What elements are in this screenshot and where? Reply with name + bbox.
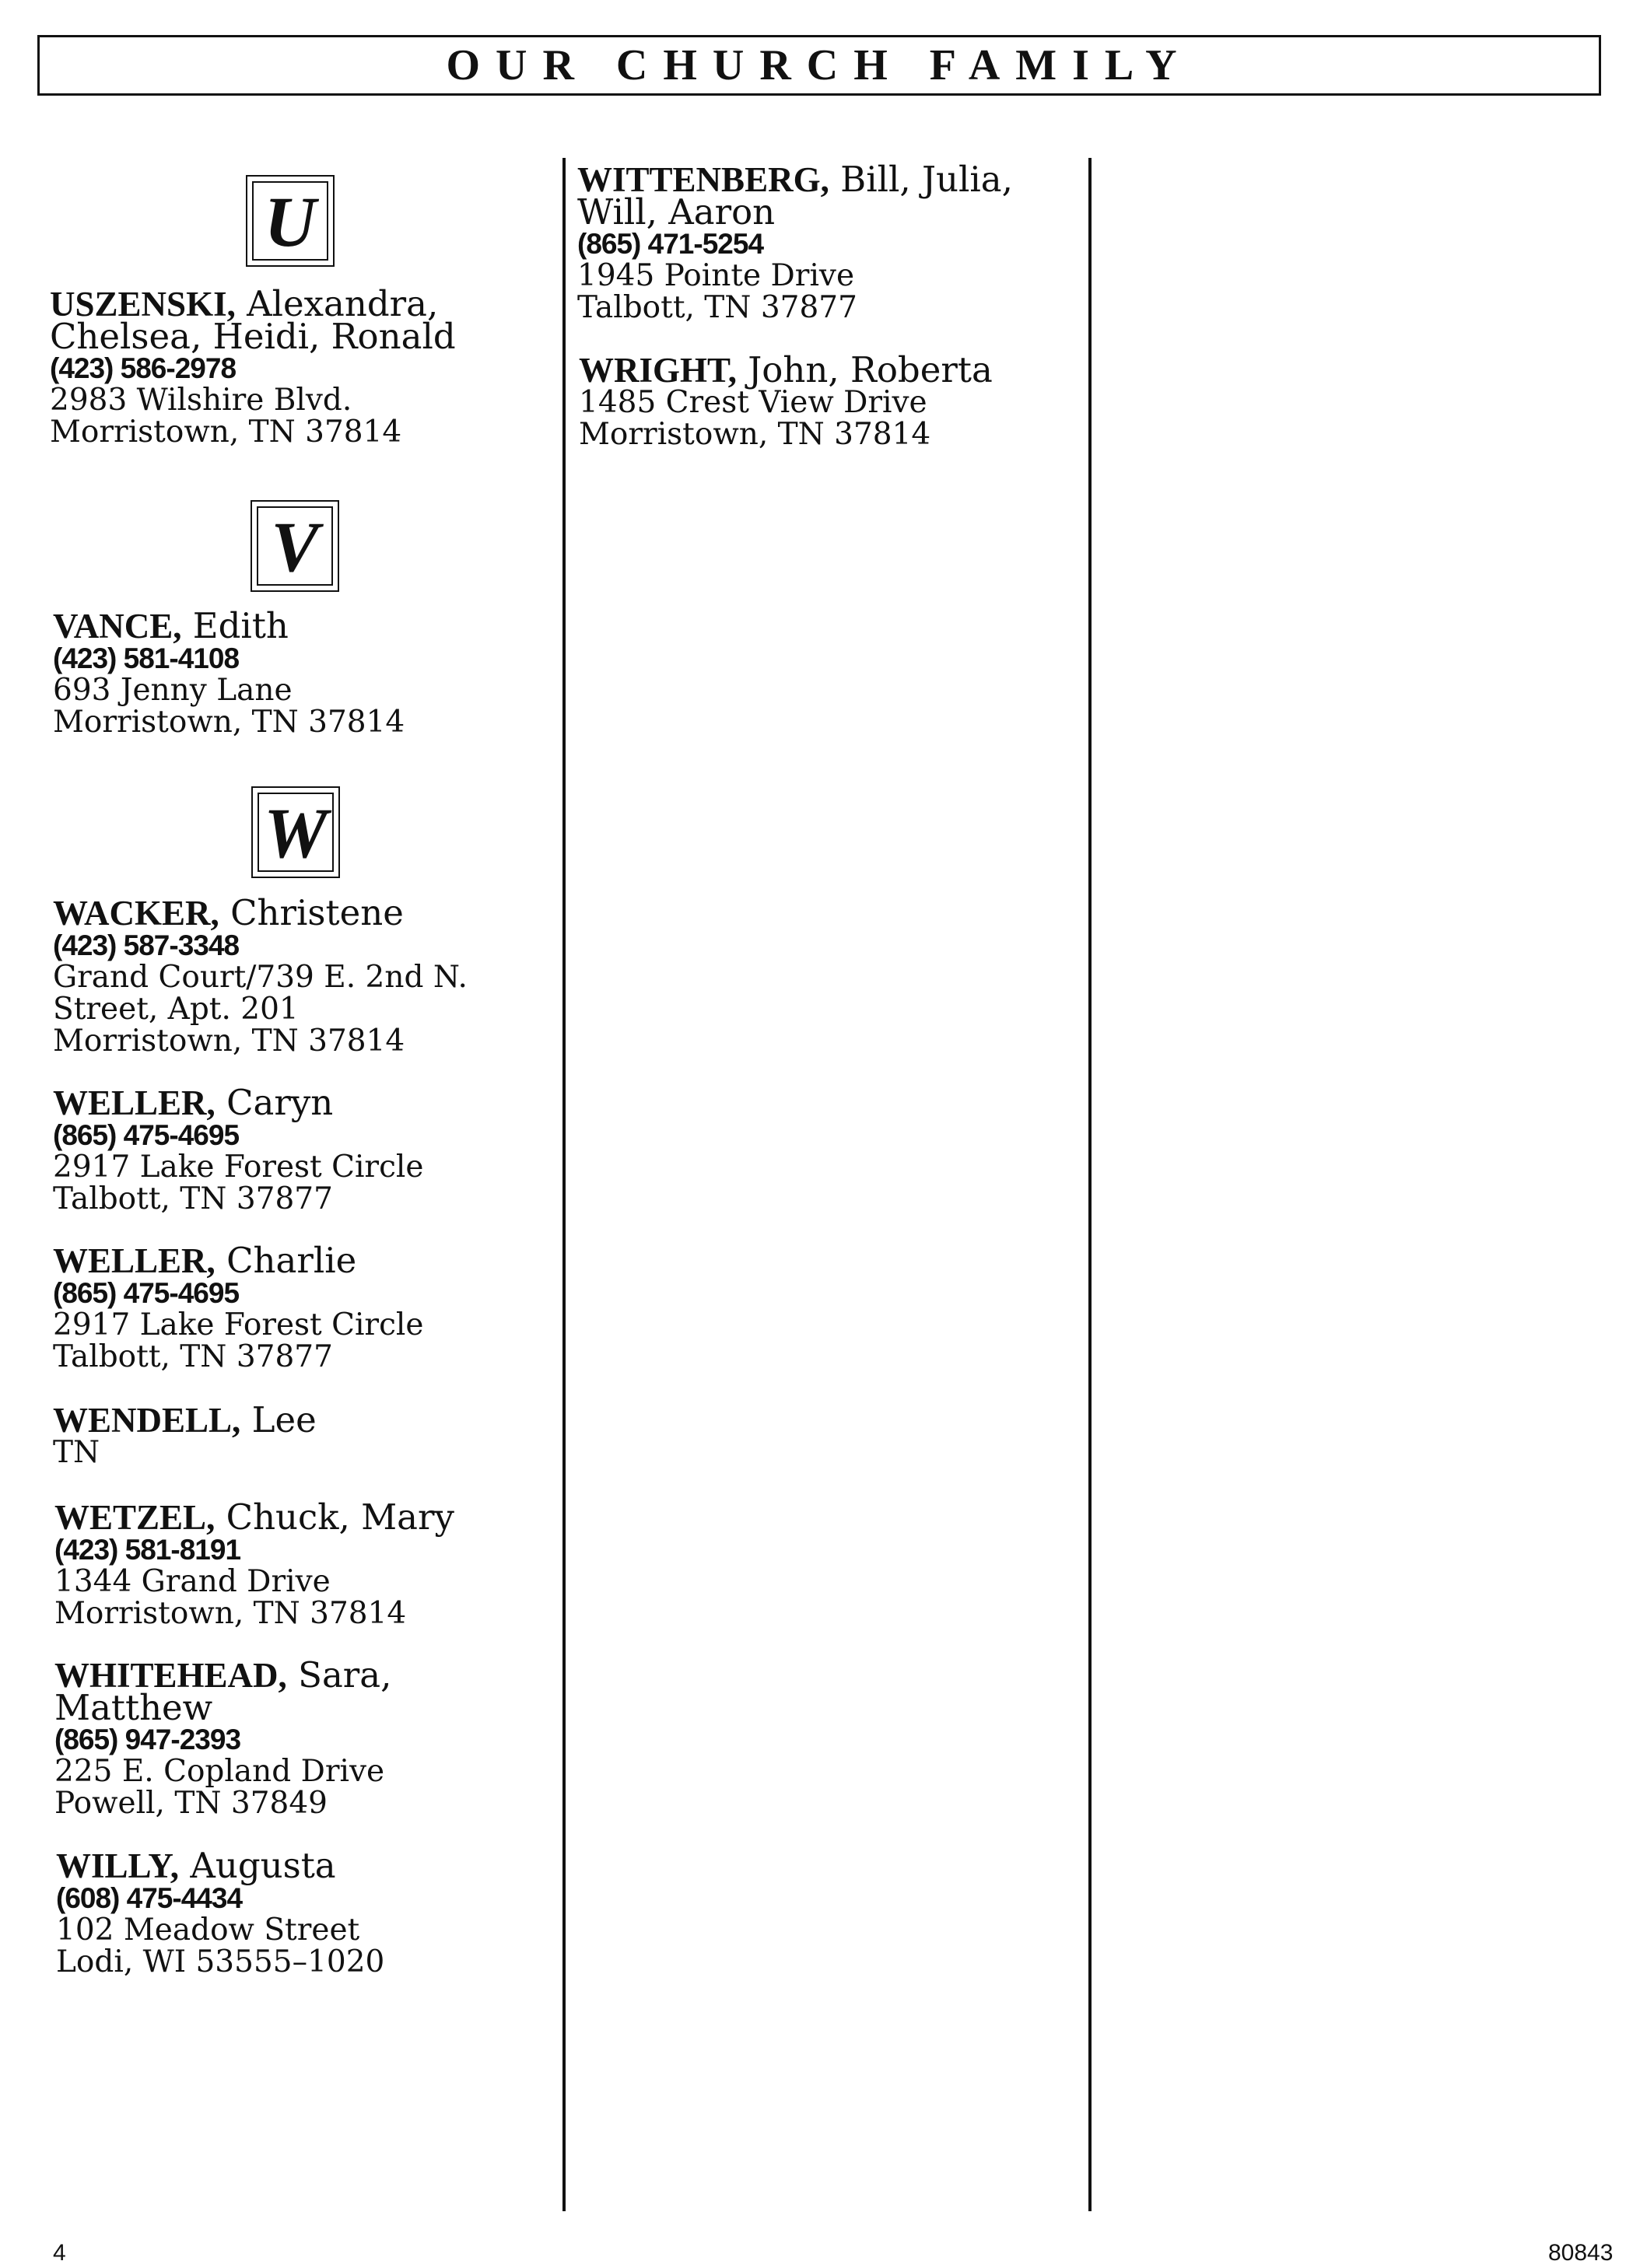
entry-address-line: 1945 Pointe Drive: [577, 258, 855, 293]
entry-surname: WILLY,: [56, 1846, 180, 1885]
entry-address-line: Powell, TN 37849: [54, 1786, 328, 1821]
entry-given-names: Caryn: [215, 1082, 334, 1123]
entry-address-line: 2983 Wilshire Blvd.: [50, 383, 352, 418]
entry-address-line: Morristown, TN 37814: [53, 705, 405, 740]
entry-address-line: Morristown, TN 37814: [53, 1024, 405, 1059]
directory-entry: [53, 605, 405, 740]
entry-address-line: 102 Meadow Street: [56, 1913, 360, 1948]
entry-phone: (423) 586-2978: [50, 352, 237, 384]
entry-address-line: 1344 Grand Drive: [54, 1564, 331, 1599]
directory-entry: [54, 1654, 392, 1821]
entry-address-line: 1485 Crest View Drive: [579, 385, 927, 420]
entry-surname: WETZEL,: [54, 1498, 216, 1537]
document-code: 80843: [1548, 2240, 1614, 2266]
entry-given-names: John, Roberta: [736, 349, 993, 390]
entry-address-line: Street, Apt. 201: [53, 992, 299, 1027]
entry-address-line: Talbott, TN 37877: [577, 290, 857, 325]
entry-address-line: Grand Court/739 E. 2nd N.: [53, 960, 468, 995]
entry-phone: (865) 947-2393: [54, 1724, 241, 1755]
page-title: OUR CHURCH FAMILY: [446, 41, 1193, 89]
section-letter-v: V: [251, 500, 339, 592]
entry-given-names-cont: Matthew: [54, 1687, 213, 1728]
entry-phone: (865) 471-5254: [577, 228, 764, 260]
directory-entry: [53, 892, 468, 1059]
entry-surname: VANCE,: [53, 607, 182, 646]
directory-entry: [577, 159, 1013, 325]
header-box: [37, 35, 1601, 96]
entry-given-names-cont: Chelsea, Heidi, Ronald: [50, 316, 456, 357]
entry-given-names: Alexandra,: [235, 283, 439, 324]
entry-surname: WELLER,: [53, 1241, 216, 1280]
entry-surname: WELLER,: [53, 1083, 216, 1122]
entry-given-names: Edith: [181, 605, 289, 646]
entry-address-line: Morristown, TN 37814: [579, 417, 931, 452]
entry-address-line: 225 E. Copland Drive: [54, 1754, 385, 1789]
entry-address-line: Talbott, TN 37877: [53, 1181, 333, 1216]
entry-surname: USZENSKI,: [50, 285, 236, 324]
entry-surname: WACKER,: [53, 894, 219, 933]
entry-surname: WENDELL,: [53, 1401, 241, 1440]
column-divider-left: [562, 158, 566, 2211]
entry-phone: (423) 581-4108: [53, 642, 240, 674]
entry-phone: (865) 475-4695: [53, 1119, 240, 1151]
entry-surname: WITTENBERG,: [577, 160, 829, 199]
entry-address-line: Talbott, TN 37877: [53, 1339, 333, 1374]
entry-address-line: Morristown, TN 37814: [54, 1596, 407, 1631]
directory-entry: [53, 1240, 424, 1374]
entry-address-line: TN: [53, 1435, 100, 1470]
directory-entry: [579, 349, 993, 452]
page-number: 4: [53, 2240, 66, 2266]
entry-phone: (423) 581-8191: [54, 1534, 241, 1566]
entry-given-names: Sara,: [286, 1654, 392, 1696]
entry-given-names: Augusta: [179, 1845, 336, 1886]
entry-given-names: Charlie: [215, 1240, 357, 1281]
entry-phone: (423) 587-3348: [53, 929, 240, 961]
column-divider-right: [1088, 158, 1092, 2211]
entry-address-line: Morristown, TN 37814: [50, 415, 402, 450]
entry-address-line: 2917 Lake Forest Circle: [53, 1307, 424, 1342]
entry-given-names: Christene: [219, 892, 404, 933]
entry-given-names: Lee: [240, 1399, 317, 1440]
directory-entry: [53, 1082, 424, 1216]
entry-phone: (608) 475-4434: [56, 1882, 243, 1914]
directory-entry: [54, 1496, 454, 1631]
entry-surname: WHITEHEAD,: [54, 1656, 287, 1695]
entry-given-names: Bill, Julia,: [829, 159, 1013, 200]
directory-entry: [50, 283, 456, 450]
entry-address-line: Lodi, WI 53555–1020: [56, 1944, 385, 1979]
entry-address-line: 2917 Lake Forest Circle: [53, 1150, 424, 1185]
directory-entry: [56, 1845, 385, 1979]
section-letter-u: U: [246, 175, 335, 267]
entry-given-names: Chuck, Mary: [215, 1496, 454, 1538]
entry-phone: (865) 475-4695: [53, 1277, 240, 1309]
directory-entry: [53, 1399, 317, 1470]
entry-address-line: 693 Jenny Lane: [53, 673, 293, 708]
entry-surname: WRIGHT,: [579, 351, 737, 390]
entry-given-names-cont: Will, Aaron: [577, 191, 776, 233]
section-letter-w: W: [251, 786, 340, 878]
